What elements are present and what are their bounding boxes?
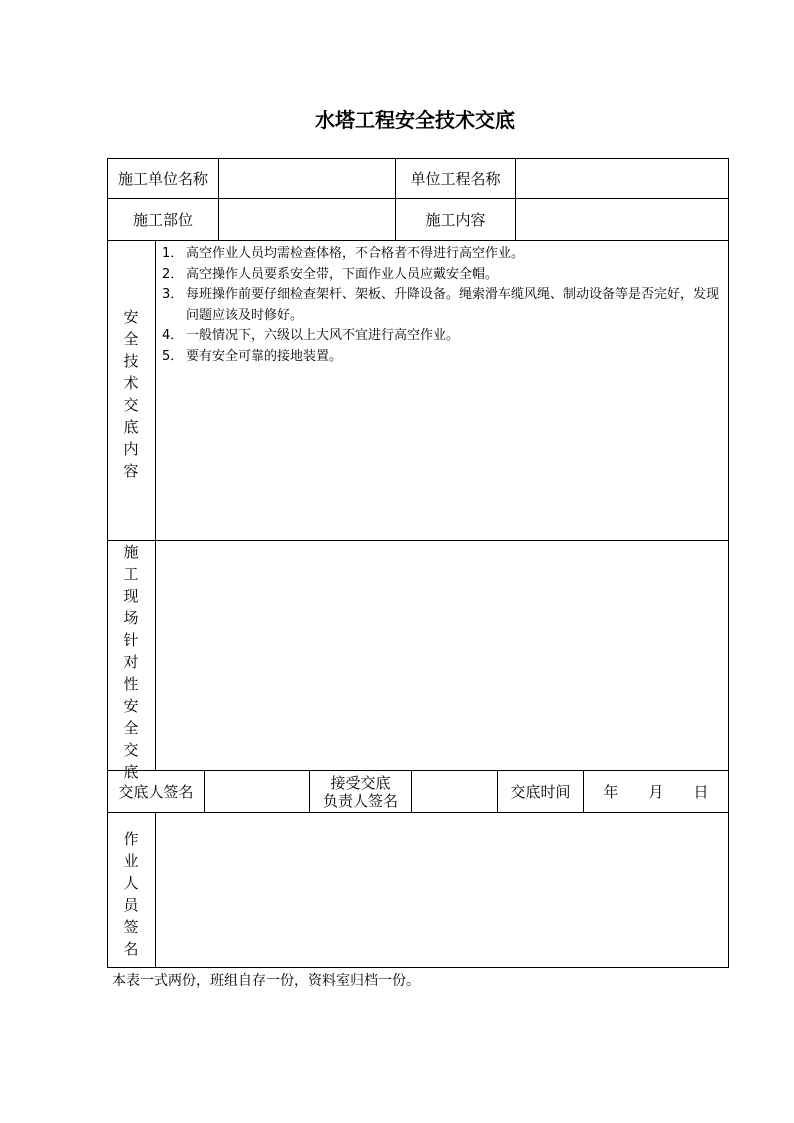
document-title: 水塔工程安全技术交底 (315, 108, 515, 132)
item-text: 高空操作人员要系安全带，下面作业人员应戴安全帽。 (186, 266, 499, 282)
item-text: 要有安全可靠的接地装置。 (186, 348, 343, 364)
discloser-label: 交底人签名 (118, 782, 194, 801)
item-number: 4． (162, 328, 184, 343)
construction-unit-field[interactable] (219, 159, 395, 198)
list-item (162, 326, 727, 347)
item-number: 1． (162, 246, 184, 261)
item-number: 3． (162, 287, 184, 302)
workers-signature-label: 作业人员签名 (123, 830, 139, 958)
disclosure-time-label: 交底时间 (510, 782, 571, 801)
construction-content-field[interactable] (516, 199, 728, 240)
item-text: 高空作业人员均需检查体格，不合格者不得进行高空作业。 (186, 246, 525, 261)
item-number: 2． (162, 266, 184, 282)
list-item (162, 285, 727, 326)
item-text: 一般情况下，六级以上大风不宜进行高空作业。 (186, 328, 460, 343)
list-item (162, 244, 727, 265)
list-item (162, 347, 727, 368)
item-number: 5． (162, 348, 184, 364)
unit-project-label: 单位工程名称 (410, 169, 501, 188)
row-divider-2 (107, 240, 729, 241)
discloser-signature-field[interactable] (205, 771, 309, 812)
workers-signature-field[interactable] (156, 813, 728, 968)
unit-project-field[interactable] (516, 159, 728, 198)
construction-content-label: 施工内容 (425, 210, 486, 229)
receiver-signature-field[interactable] (412, 771, 497, 812)
site-specific-field[interactable] (156, 541, 728, 770)
receiver-label (310, 771, 411, 812)
safety-content-label: 安全技术交底内容 (123, 308, 139, 480)
construction-part-label: 施工部位 (132, 210, 193, 229)
disclosure-date-field[interactable]: 年 月 日 (603, 782, 709, 801)
footer-note: 本表一式两份，班组自存一份，资料室归档一份。 (112, 973, 420, 989)
safety-items-list (162, 244, 727, 367)
construction-unit-label: 施工单位名称 (117, 169, 208, 188)
site-specific-label: 施工现场针对性安全交底 (123, 543, 139, 781)
item-text: 每班操作前要仔细检查架杆、架板、升降设备。绳索滑车缆风绳、制动设备等是否完好，发现问题应该及时修好。 (186, 287, 720, 323)
receiver-label-line2: 负责人签名 (322, 791, 398, 810)
receiver-label-line1: 接受交底 (330, 773, 391, 792)
construction-part-field[interactable] (219, 199, 395, 240)
list-item (162, 265, 727, 286)
